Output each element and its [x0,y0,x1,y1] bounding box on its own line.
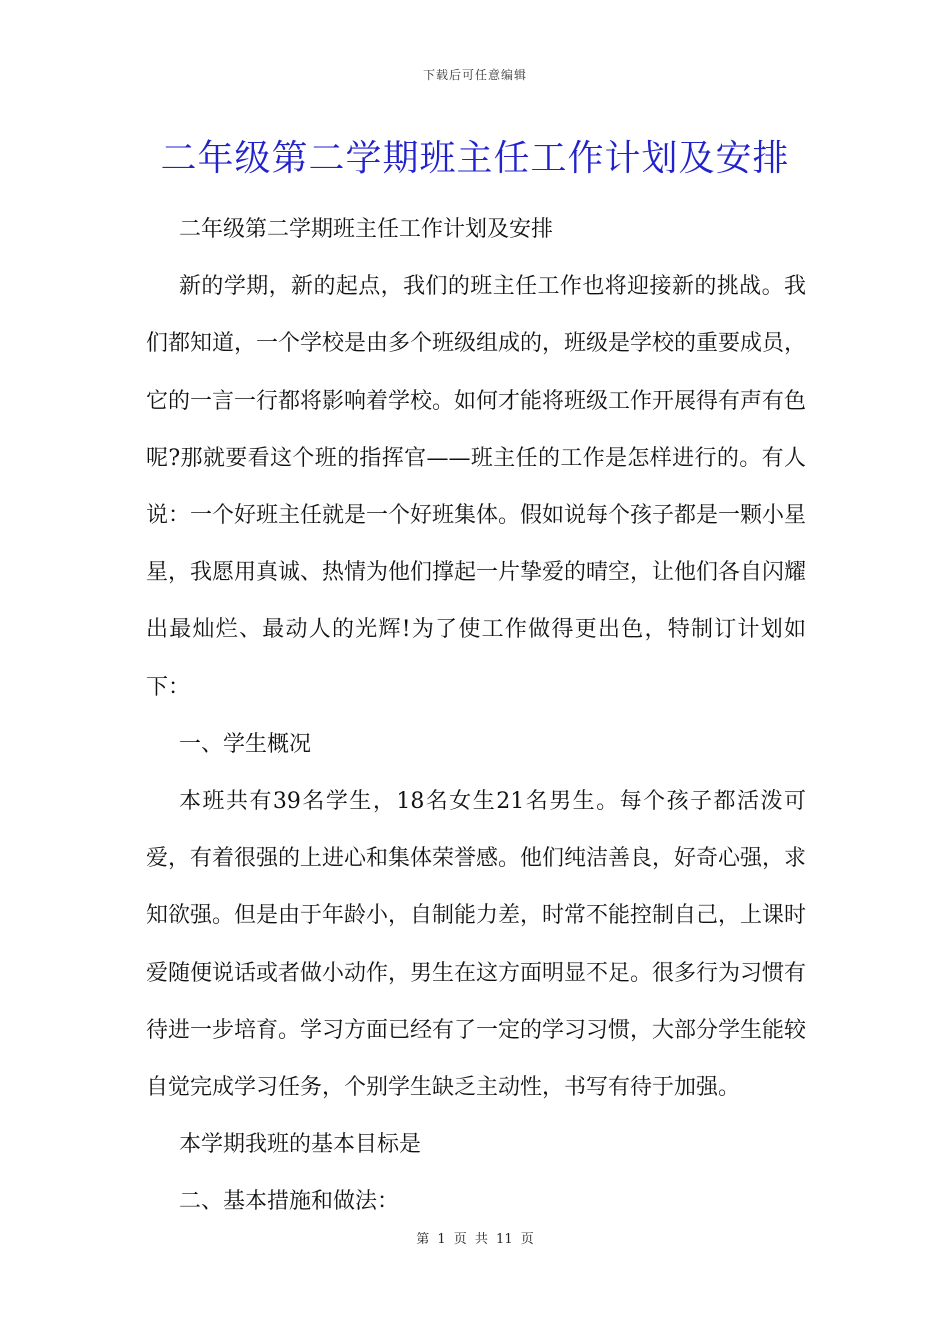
document-title: 二年级第二学期班主任工作计划及安排 [160,138,790,179]
intro-paragraph: 新的学期，新的起点，我们的班主任工作也将迎接新的挑战。我们都知道，一个学校是由多个班级组成的，班级是学校的重要成员，它的一言一行都将影响着学校。如何才能将班级工作开展得有声有色呢?那就要看这个班的指挥官——班主任的工作是怎样进行的。有人说：一个好班主任就是一个好班集体。假如说每个孩子都是一颗小星星，我愿用真诚、热情为他们撑起一片挚爱的晴空，让他们各自闪耀出最灿烂、最动人的光辉!为了使工作做得更出色，特制订计划如下： [146,274,807,700]
students-paragraph: 本班共有39名学生，18名女生21名男生。每个孩子都活泼可爱，有着很强的上进心和集体荣誉感。他们纯洁善良，好奇心强，求知欲强。但是由于年龄小，自制能力差，时常不能控制自己，上课时爱随便说话或者做小动作，男生在这方面明显不足。很多行为习惯有待进一步培育。学习方面已经有了一定的学习习惯，大部分学生能较自觉完成学习任务，个别学生缺乏主动性，书写有待于加强。 [146,789,807,1101]
section-heading-students: 一、学生概况 [179,731,312,757]
section-heading-measures: 二、基本措施和做法： [179,1189,400,1215]
page-number-footer: 第 1 页 共 11 页 [416,1232,534,1247]
goals-paragraph: 本学期我班的基本目标是 [179,1132,422,1158]
document-body [146,201,806,1231]
subtitle-paragraph: 二年级第二学期班主任工作计划及安排 [179,217,554,242]
header-note: 下载后可任意编辑 [422,68,527,82]
